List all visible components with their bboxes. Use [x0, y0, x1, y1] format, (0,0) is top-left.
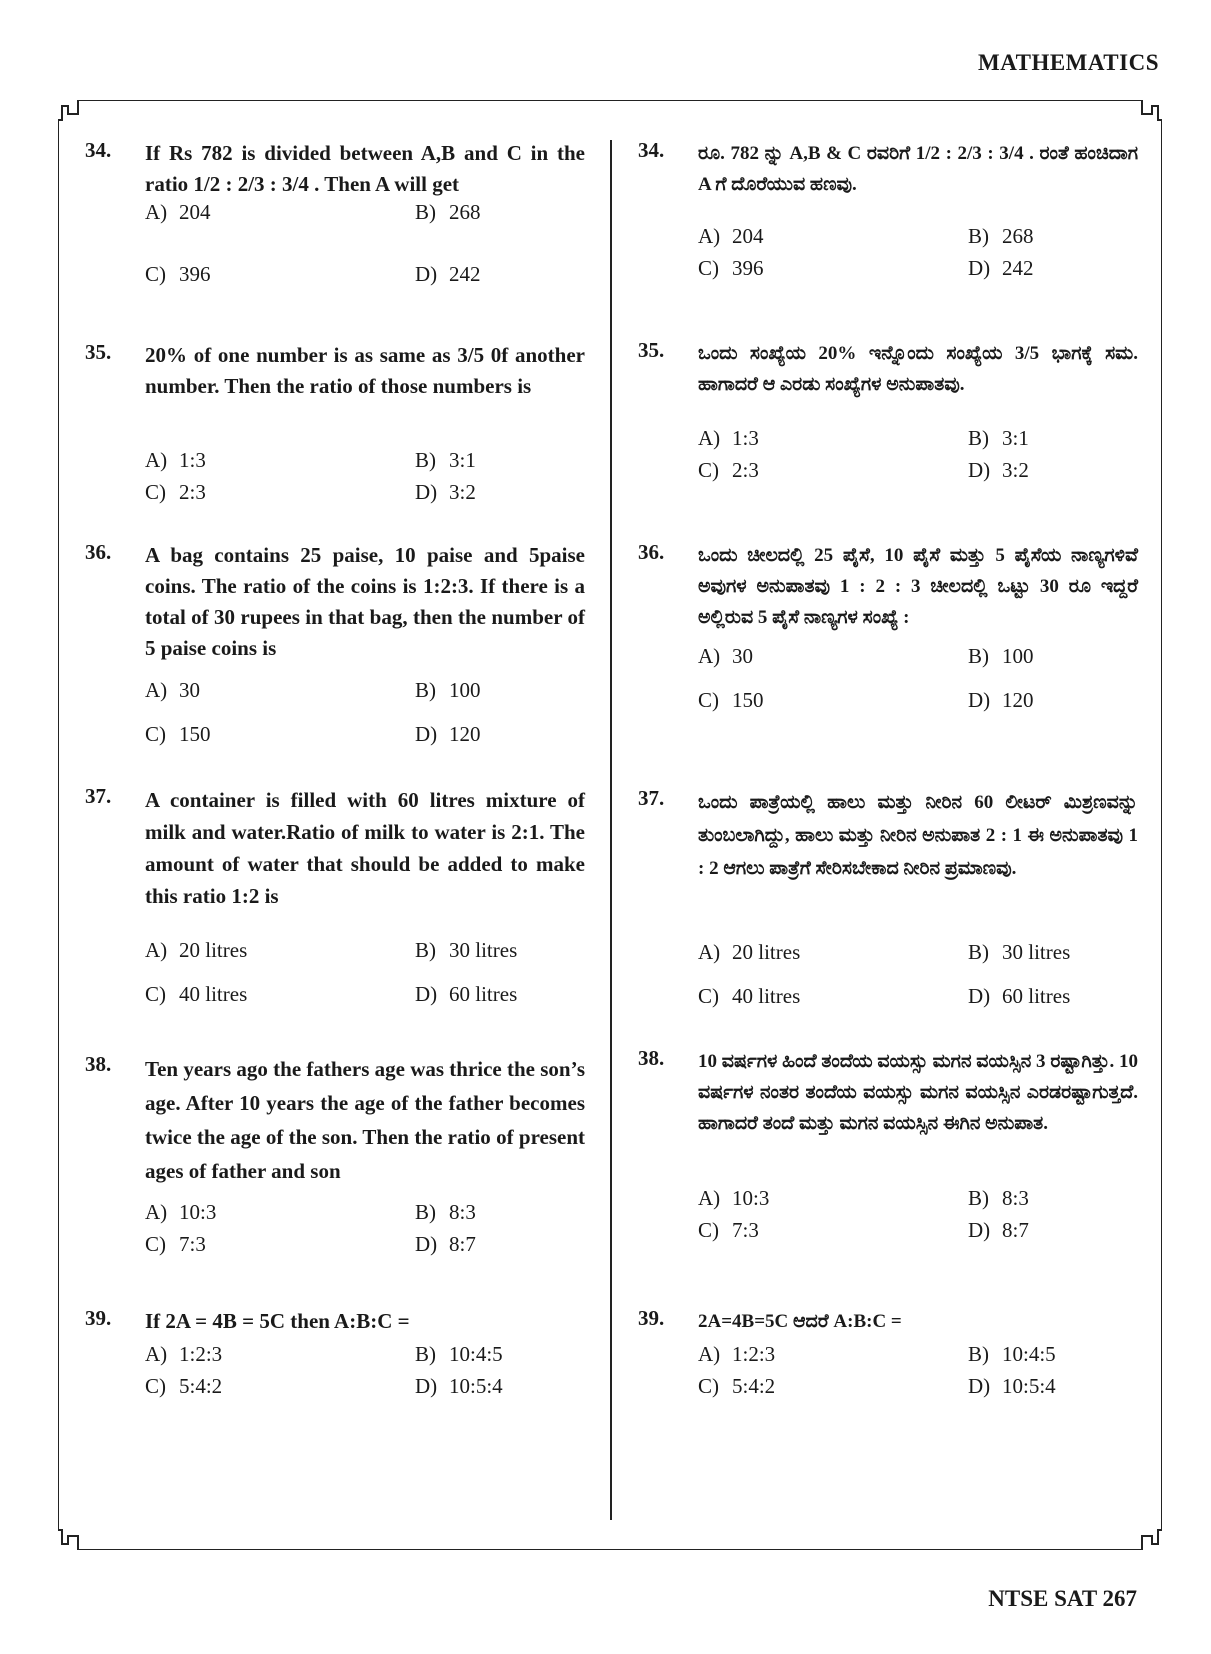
option-b: B) 100	[415, 678, 481, 702]
option-a: A) 204	[698, 224, 764, 248]
option-b: B) 8:3	[415, 1200, 476, 1224]
option-d: D) 242	[415, 262, 481, 286]
option-c: C) 40 litres	[145, 982, 248, 1006]
option-a: A) 10:3	[145, 1200, 217, 1224]
question-text: If 2A = 4B = 5C then A:B:C =	[145, 1309, 410, 1333]
option-a: A) 30	[698, 644, 753, 668]
option-d: D) 3:2	[415, 480, 476, 504]
question-text: A bag contains 25 paise, 10 paise and 5paise coins. The ratio of the coins is 1:2:3. If there is a total of 30 rupees in that bag, then the number of 5 paise coins is	[145, 543, 585, 660]
option-d: D) 60 litres	[415, 982, 518, 1006]
option-d: D) 10:5:4	[415, 1374, 503, 1398]
option-d: D) 120	[968, 688, 1034, 712]
question-text: Ten years ago the fathers age was thrice the son’s age. After 10 years the age of the father becomes twice the age of the son. Then the ratio of present ages of father and son	[145, 1057, 585, 1183]
option-a: A) 20 litres	[145, 938, 248, 962]
question-number: 39.	[85, 1306, 112, 1330]
option-c: C) 396	[145, 262, 211, 286]
page-number: 267	[1102, 1586, 1137, 1611]
question-text: A container is filled with 60 litres mixture of milk and water.Ratio of milk to water is 2:1. The amount of water that should be added to make this ratio 1:2 is	[145, 788, 585, 908]
option-a: A) 204	[145, 200, 211, 224]
question-number: 37.	[85, 784, 112, 808]
option-d: D) 242	[968, 256, 1034, 280]
question-number: 36.	[85, 540, 112, 564]
option-c: C) 5:4:2	[145, 1374, 223, 1398]
question-text: If Rs 782 is divided between A,B and C in the ratio 1/2 : 2/3 : 3/4 . Then A will get	[145, 141, 585, 196]
option-d: D) 8:7	[968, 1218, 1029, 1242]
question-text: 10 ವರ್ಷಗಳ ಹಿಂದೆ ತಂದೆಯ ವಯಸ್ಸು ಮಗನ ವಯಸ್ಸಿನ 3 ರಷ್ಟಾಗಿತ್ತು. 10 ವರ್ಷಗಳ ನಂತರ ತಂದೆಯ ವಯಸ್ಸು ಮಗನ ವಯಸ್ಸಿನ ಎರಡರಷ್ಟಾಗುತ್ತದೆ. ಹಾಗಾದರೆ ತಂದೆ ಮತ್ತು ಮಗನ ವಯಸ್ಸಿನ ಈಗಿನ ಅನುಪಾತ.	[698, 1051, 1138, 1134]
option-b: B) 30 litres	[415, 938, 518, 962]
option-a: A) 1:2:3	[698, 1342, 776, 1366]
option-c: C) 396	[698, 256, 764, 280]
option-d: D) 8:7	[415, 1232, 476, 1256]
question-number: 37.	[638, 786, 665, 810]
question-text: ರೂ. 782 ನ್ನು A,B & C ರವರಿಗೆ 1/2 : 2/3 : 3/4 . ರಂತೆ ಹಂಚಿದಾಗ A ಗೆ ದೊರೆಯುವ ಹಣವು.	[698, 143, 1138, 195]
option-c: C) 7:3	[698, 1218, 759, 1242]
option-b: B) 10:4:5	[968, 1342, 1056, 1366]
option-c: C) 2:3	[145, 480, 206, 504]
question-number: 34.	[638, 138, 665, 162]
footer-label: NTSE SAT	[988, 1586, 1097, 1611]
column-divider	[610, 140, 612, 1520]
question-number: 35.	[85, 340, 112, 364]
option-d: D) 60 litres	[968, 984, 1071, 1008]
question-number: 36.	[638, 540, 665, 564]
option-b: B) 30 litres	[968, 940, 1071, 964]
option-a: A) 30	[145, 678, 200, 702]
option-b: B) 8:3	[968, 1186, 1029, 1210]
option-b: B) 3:1	[415, 448, 476, 472]
option-d: D) 120	[415, 722, 481, 746]
question-number: 38.	[638, 1046, 665, 1070]
option-b: B) 268	[415, 200, 481, 224]
option-b: B) 3:1	[968, 426, 1029, 450]
question-text: ಒಂದು ಪಾತ್ರೆಯಲ್ಲಿ ಹಾಲು ಮತ್ತು ನೀರಿನ 60 ಲೀಟರ್ ಮಿಶ್ರಣವನ್ನು ತುಂಬಲಾಗಿದ್ದು, ಹಾಲು ಮತ್ತು ನೀರಿನ ಅನುಪಾತ 2 : 1 ಈ ಅನುಪಾತವು 1 : 2 ಆಗಲು ಪಾತ್ರೆಗೆ ಸೇರಿಸಬೇಕಾದ ನೀರಿನ ಪ್ರಮಾಣವು.	[698, 792, 1138, 879]
option-c: C) 7:3	[145, 1232, 206, 1256]
option-b: B) 268	[968, 224, 1034, 248]
option-a: A) 1:3	[145, 448, 206, 472]
question-text: 2A=4B=5C ಆದರೆ A:B:C =	[698, 1311, 902, 1332]
option-a: A) 1:3	[698, 426, 759, 450]
option-c: C) 150	[698, 688, 764, 712]
question-number: 38.	[85, 1052, 112, 1076]
page-footer	[988, 1586, 1137, 1612]
option-c: C) 2:3	[698, 458, 759, 482]
subject-heading: MATHEMATICS	[978, 50, 1159, 75]
option-a: A) 10:3	[698, 1186, 770, 1210]
option-c: C) 40 litres	[698, 984, 801, 1008]
question-number: 39.	[638, 1306, 665, 1330]
question-number: 34.	[85, 138, 112, 162]
option-d: D) 3:2	[968, 458, 1029, 482]
option-a: A) 1:2:3	[145, 1342, 223, 1366]
question-text: 20% of one number is as same as 3/5 0f another number. Then the ratio of those numbers is	[145, 343, 585, 398]
option-b: B) 100	[968, 644, 1034, 668]
option-c: C) 5:4:2	[698, 1374, 776, 1398]
question-text: ಒಂದು ಸಂಖ್ಯೆಯ 20% ಇನ್ನೊಂದು ಸಂಖ್ಯೆಯ 3/5 ಭಾಗಕ್ಕೆ ಸಮ. ಹಾಗಾದರೆ ಆ ಎರಡು ಸಂಖ್ಯೆಗಳ ಅನುಪಾತವು.	[698, 343, 1138, 395]
question-number: 35.	[638, 338, 665, 362]
option-a: A) 20 litres	[698, 940, 801, 964]
option-b: B) 10:4:5	[415, 1342, 503, 1366]
question-text: ಒಂದು ಚೀಲದಲ್ಲಿ 25 ಪೈಸೆ, 10 ಪೈಸೆ ಮತ್ತು 5 ಪೈಸೆಯ ನಾಣ್ಯಗಳಿವೆ ಅವುಗಳ ಅನುಪಾತವು 1 : 2 : 3 ಚೀಲದಲ್ಲಿ ಒಟ್ಟು 30 ರೂ ಇದ್ದರೆ ಅಲ್ಲಿರುವ 5 ಪೈಸೆ ನಾಣ್ಯಗಳ ಸಂಖ್ಯೆ :	[698, 545, 1138, 628]
option-d: D) 10:5:4	[968, 1374, 1056, 1398]
option-c: C) 150	[145, 722, 211, 746]
